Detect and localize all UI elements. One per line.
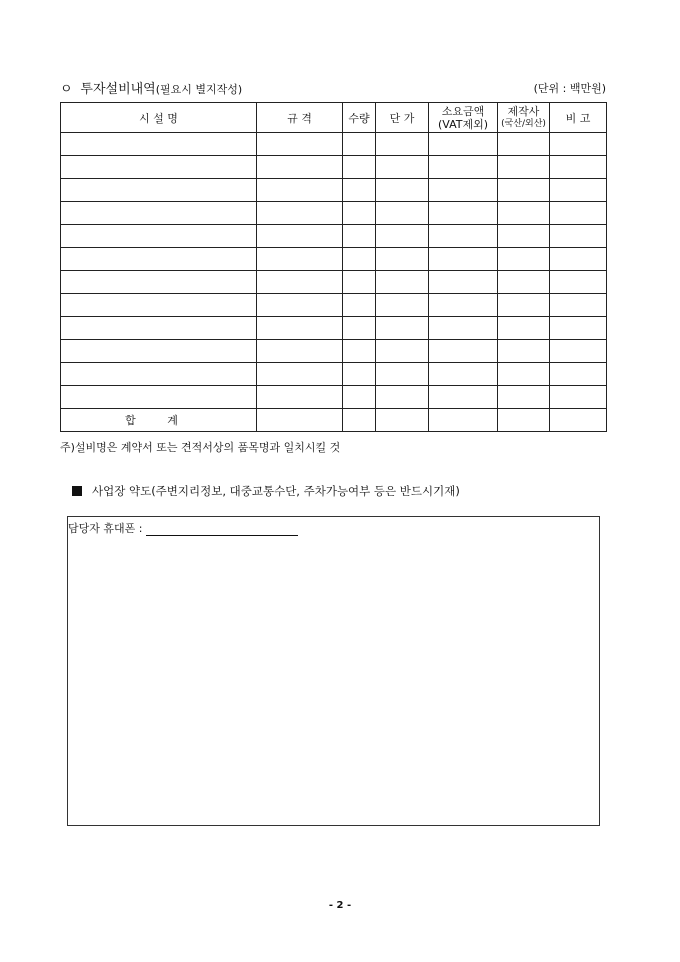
investment-heading xyxy=(60,80,606,98)
table-cell[interactable] xyxy=(550,363,607,386)
table-cell[interactable] xyxy=(343,202,376,225)
table-cell[interactable] xyxy=(61,271,257,294)
table-cell[interactable] xyxy=(429,133,498,156)
table-cell[interactable] xyxy=(550,133,607,156)
table-cell[interactable] xyxy=(343,340,376,363)
table-cell[interactable] xyxy=(429,317,498,340)
table-cell[interactable] xyxy=(376,156,429,179)
table-cell[interactable] xyxy=(498,271,550,294)
table-cell[interactable] xyxy=(498,363,550,386)
table-cell[interactable] xyxy=(61,202,257,225)
table-cell[interactable] xyxy=(429,225,498,248)
table-cell[interactable] xyxy=(257,386,343,409)
table-cell[interactable] xyxy=(257,225,343,248)
section-title: 투자설비내역 xyxy=(80,82,156,97)
table-cell[interactable] xyxy=(550,271,607,294)
table-cell[interactable] xyxy=(550,386,607,409)
table-row xyxy=(61,225,607,248)
table-cell[interactable] xyxy=(498,179,550,202)
maker-header-line2: (국산/외산) xyxy=(501,118,546,129)
site-map-box[interactable] xyxy=(67,516,600,826)
table-row xyxy=(61,156,607,179)
investment-table xyxy=(60,102,607,432)
table-cell[interactable] xyxy=(498,340,550,363)
table-cell[interactable] xyxy=(257,271,343,294)
col-qty-header: 수량 xyxy=(343,103,376,133)
table-cell[interactable] xyxy=(429,248,498,271)
table-cell[interactable] xyxy=(257,340,343,363)
table-cell[interactable] xyxy=(376,225,429,248)
table-cell[interactable] xyxy=(429,202,498,225)
table-cell[interactable] xyxy=(61,156,257,179)
table-row xyxy=(61,179,607,202)
table-cell[interactable] xyxy=(429,179,498,202)
table-cell[interactable] xyxy=(343,179,376,202)
phone-label: 담당자 휴대폰 : xyxy=(68,522,143,535)
maker-header-line1: 제작사 xyxy=(507,104,540,118)
contact-phone xyxy=(68,520,298,536)
table-row xyxy=(61,271,607,294)
table-cell[interactable] xyxy=(550,225,607,248)
table-cell[interactable] xyxy=(498,133,550,156)
footnote: 주)설비명은 계약서 또는 견적서상의 품목명과 일치시킬 것 xyxy=(60,441,341,454)
table-cell[interactable] xyxy=(376,294,429,317)
table-cell[interactable] xyxy=(257,202,343,225)
table-cell[interactable] xyxy=(61,133,257,156)
table-cell[interactable] xyxy=(376,133,429,156)
table-cell[interactable] xyxy=(376,340,429,363)
table-row xyxy=(61,133,607,156)
table-cell[interactable] xyxy=(343,133,376,156)
total-label: 합 계 xyxy=(61,409,257,432)
table-cell[interactable] xyxy=(550,248,607,271)
table-cell[interactable] xyxy=(257,317,343,340)
amount-header-line1: 소요금액 xyxy=(441,104,485,118)
table-cell[interactable] xyxy=(61,225,257,248)
table-row xyxy=(61,202,607,225)
table-cell[interactable] xyxy=(550,340,607,363)
table-cell[interactable] xyxy=(343,409,376,432)
table-cell[interactable] xyxy=(343,271,376,294)
total-row xyxy=(61,409,607,432)
col-name-header: 시 설 명 xyxy=(61,103,257,133)
table-cell[interactable] xyxy=(61,340,257,363)
table-row xyxy=(61,340,607,363)
col-maker-header xyxy=(498,103,550,133)
site-map-title: 사업장 약도(주변지리정보, 대중교통수단, 주차가능여부 등은 반드시기재) xyxy=(92,484,460,498)
page-number: - 2 - xyxy=(328,900,352,911)
table-cell[interactable] xyxy=(376,386,429,409)
table-row xyxy=(61,317,607,340)
table-cell[interactable] xyxy=(550,179,607,202)
table-cell[interactable] xyxy=(429,156,498,179)
table-cell[interactable] xyxy=(343,248,376,271)
table-cell[interactable] xyxy=(498,225,550,248)
table-cell[interactable] xyxy=(343,386,376,409)
table-cell[interactable] xyxy=(257,363,343,386)
table-cell[interactable] xyxy=(61,179,257,202)
table-cell[interactable] xyxy=(376,271,429,294)
table-cell[interactable] xyxy=(498,386,550,409)
table-cell[interactable] xyxy=(550,317,607,340)
col-price-header: 단 가 xyxy=(376,103,429,133)
table-cell[interactable] xyxy=(429,409,498,432)
table-cell[interactable] xyxy=(550,409,607,432)
table-cell[interactable] xyxy=(343,225,376,248)
site-map-heading xyxy=(72,483,460,499)
table-cell[interactable] xyxy=(61,386,257,409)
table-cell[interactable] xyxy=(429,340,498,363)
col-remarks-header: 비 고 xyxy=(550,103,607,133)
table-cell[interactable] xyxy=(257,179,343,202)
table-cell[interactable] xyxy=(257,133,343,156)
table-cell[interactable] xyxy=(429,386,498,409)
circle-bullet-icon: ㅇ xyxy=(60,82,73,97)
table-cell[interactable] xyxy=(498,294,550,317)
table-cell[interactable] xyxy=(429,271,498,294)
section-note: (필요시 별지작성) xyxy=(155,83,243,96)
table-cell[interactable] xyxy=(343,294,376,317)
col-spec-header: 규 격 xyxy=(257,103,343,133)
table-cell[interactable] xyxy=(376,363,429,386)
table-cell[interactable] xyxy=(257,294,343,317)
table-cell[interactable] xyxy=(376,179,429,202)
table-cell[interactable] xyxy=(498,409,550,432)
table-cell[interactable] xyxy=(61,363,257,386)
phone-input-line[interactable] xyxy=(146,525,298,536)
col-amount-header xyxy=(429,103,498,133)
table-cell[interactable] xyxy=(343,317,376,340)
table-row xyxy=(61,363,607,386)
table-cell[interactable] xyxy=(498,202,550,225)
table-cell[interactable] xyxy=(429,363,498,386)
table-cell[interactable] xyxy=(498,156,550,179)
table-cell[interactable] xyxy=(61,294,257,317)
table-row xyxy=(61,386,607,409)
table-cell[interactable] xyxy=(61,248,257,271)
table-cell[interactable] xyxy=(376,409,429,432)
table-cell[interactable] xyxy=(257,156,343,179)
table-cell[interactable] xyxy=(343,363,376,386)
table-cell[interactable] xyxy=(257,248,343,271)
table-cell[interactable] xyxy=(257,409,343,432)
table-row xyxy=(61,294,607,317)
table-cell[interactable] xyxy=(550,294,607,317)
table-row xyxy=(61,248,607,271)
amount-header-line2: (VAT제외) xyxy=(437,117,489,131)
header-row xyxy=(61,103,607,133)
table-cell[interactable] xyxy=(550,202,607,225)
table-cell[interactable] xyxy=(376,317,429,340)
table-cell[interactable] xyxy=(61,317,257,340)
black-square-icon xyxy=(72,486,82,496)
table-cell[interactable] xyxy=(376,248,429,271)
table-cell[interactable] xyxy=(550,156,607,179)
unit-label: (단위 : 백만원) xyxy=(533,82,606,95)
table-cell[interactable] xyxy=(498,248,550,271)
table-cell[interactable] xyxy=(429,294,498,317)
table-cell[interactable] xyxy=(343,156,376,179)
table-cell[interactable] xyxy=(498,317,550,340)
table-cell[interactable] xyxy=(376,202,429,225)
